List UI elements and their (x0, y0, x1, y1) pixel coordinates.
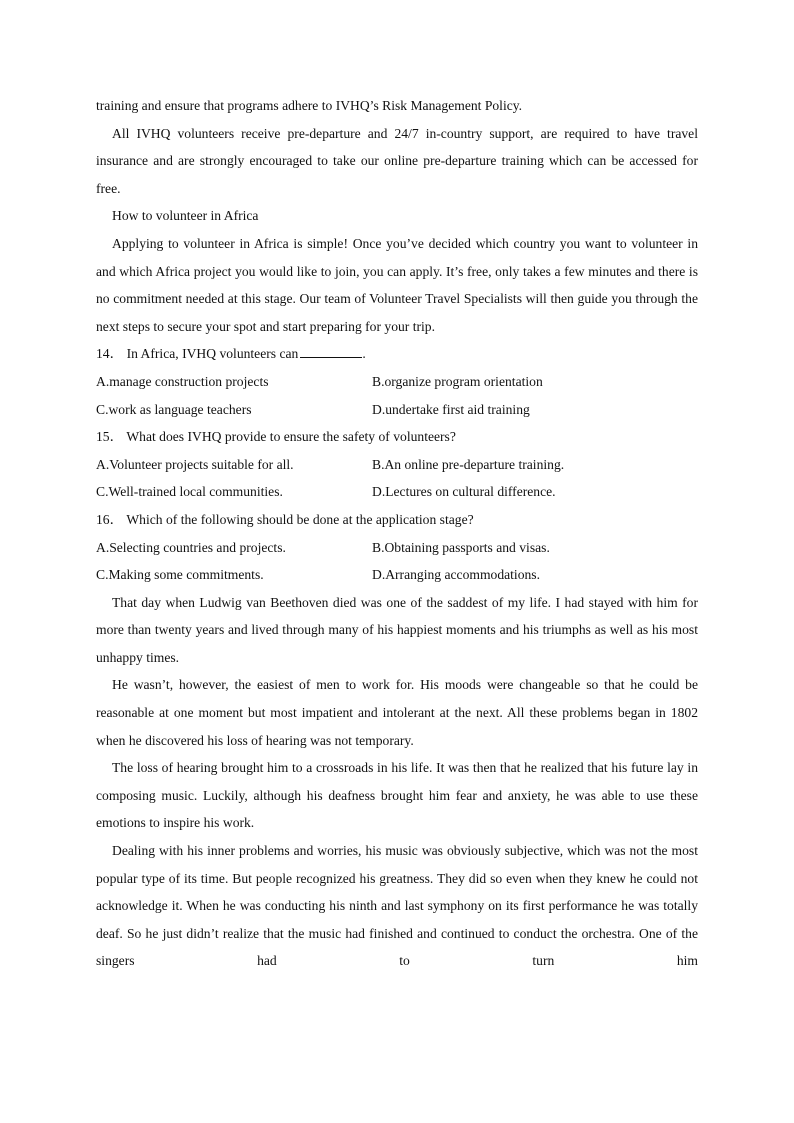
option-b: B.Obtaining passports and visas. (372, 539, 550, 555)
option-a: A.manage construction projects (96, 373, 269, 389)
option-b: B.organize program orientation (372, 373, 543, 389)
option-a: A.Volunteer projects suitable for all. (96, 456, 294, 472)
option-d: D.undertake first aid training (372, 401, 530, 417)
passage-b-paragraph-4: Dealing with his inner problems and worries, his music was obviously subjective, which was not the most popular type of its time. But people recognized his greatness. They did so even when they knew he could not acknowledge it. When he was conducting his ninth and last symphony on its first performance he was totally deaf. So he just didn’t realize that the music had finished and continued to conduct the orchestra. One of the singers had to turn him (96, 843, 698, 969)
option-d: D.Lectures on cultural difference. (372, 484, 556, 500)
option-b: B.An online pre-departure training. (372, 456, 565, 472)
passage-a-paragraph-1: All IVHQ volunteers receive pre-departure and 24/7 in-country support, are required to have travel insurance and are strongly encouraged to take our online pre-departure training which can be accessed for free. (96, 125, 698, 196)
passage-b-paragraph-2: He wasn’t, however, the easiest of men to work for. His moods were changeable so that he could be reasonable at one moment but most impatient and intolerant at the next. All these problems began in 1802 when he discovered his loss of hearing was not temporary. (96, 677, 698, 748)
passage-a-subheading: How to volunteer in Africa (112, 208, 259, 224)
option-c: C.Well-trained local communities. (96, 484, 283, 500)
passage-a-paragraph-0: training and ensure that programs adhere to IVHQ’s Risk Management Policy. (96, 98, 523, 113)
question-15 (96, 423, 698, 506)
answer-blank (300, 342, 362, 358)
passage-b-paragraph-1: That day when Ludwig van Beethoven died was one of the saddest of my life. I had stayed with him for more than twenty years and lived through many of his happiest moments and his triumphs as well as his most unhappy times. (96, 594, 698, 665)
passage-b-paragraph-3: The loss of hearing brought him to a crossroads in his life. It was then that he realized that his future lay in composing music. Luckily, although his deafness brought him fear and anxiety, he was able to use these emotions to inspire his work. (96, 760, 698, 831)
option-c: C.Making some commitments. (96, 567, 264, 583)
question-14 (96, 340, 698, 423)
question-stem: 15． What does IVHQ provide to ensure the safety of volunteers? (96, 429, 456, 445)
option-d: D.Arranging accommodations. (372, 567, 540, 583)
question-stem: 14． In Africa, IVHQ volunteers can . (96, 340, 698, 368)
option-c: C.work as language teachers (96, 401, 252, 417)
question-stem: 16． Which of the following should be done at the application stage? (96, 511, 474, 527)
passage-a-paragraph-2: Applying to volunteer in Africa is simple! Once you’ve decided which country you want to volunteer in and which Africa project you would like to join, you can apply. It’s free, only takes a few minutes and there is no commitment needed at this stage. Our team of Volunteer Travel Specialists will then guide you through the next steps to secure your spot and start preparing for your trip. (96, 235, 698, 334)
option-a: A.Selecting countries and projects. (96, 539, 286, 555)
question-16 (96, 506, 698, 589)
page-content (96, 92, 698, 975)
